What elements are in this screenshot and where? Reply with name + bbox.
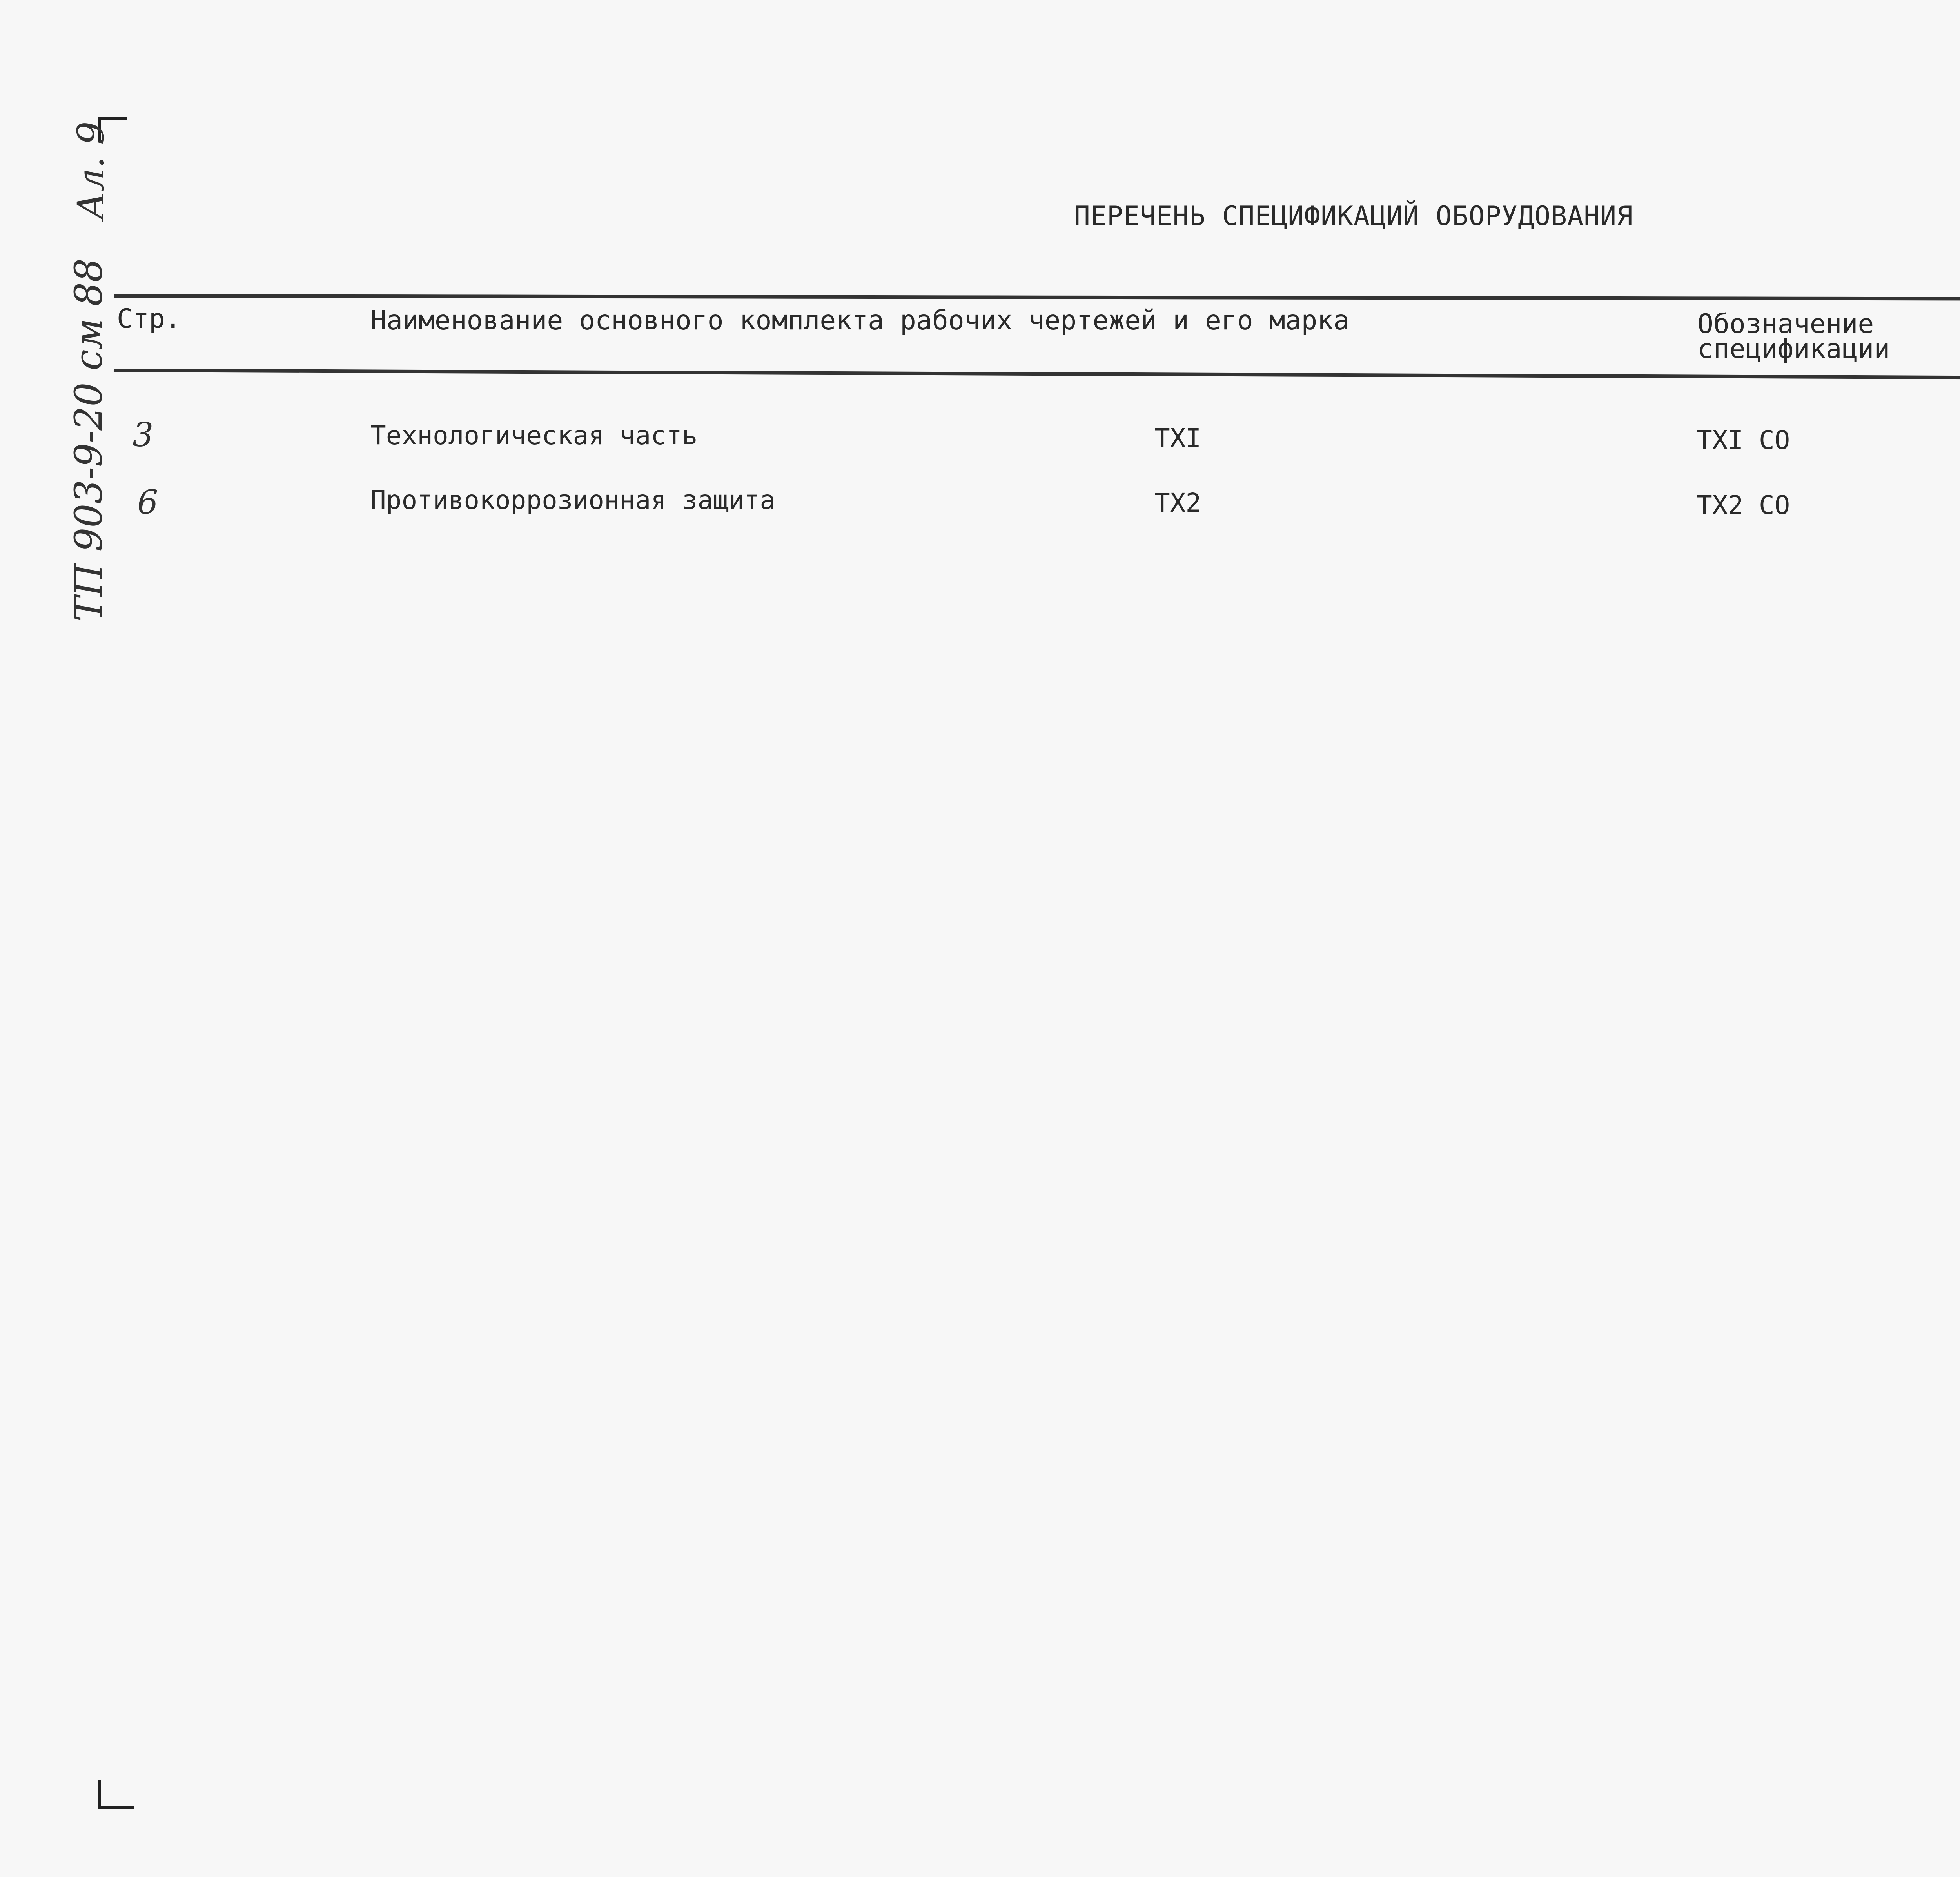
row-2-spec: ТХ2 СО bbox=[1697, 490, 1790, 520]
row-2-mark: ТХ2 bbox=[1154, 488, 1201, 518]
row-1-spec: ТХI СО bbox=[1697, 425, 1790, 455]
header-spec-line1: Обозначение bbox=[1697, 309, 1874, 340]
document-title: ПЕРЕЧЕНЬ СПЕЦИФИКАЦИЙ ОБОРУДОВАНИЯ bbox=[1074, 201, 1633, 232]
header-spec bbox=[1697, 309, 1890, 365]
header-page: Стр. bbox=[117, 303, 181, 334]
header-name: Наименование основного комплекта рабочих чертежей и его марка bbox=[370, 305, 1350, 336]
side-sheet-mark: Ал. 9 bbox=[70, 121, 113, 220]
row-2-name: Противокоррозионная защита bbox=[370, 485, 776, 515]
table-header-bottom-rule bbox=[114, 369, 1960, 382]
row-1-page: 3 bbox=[132, 416, 154, 454]
side-project-code: ТП 903-9-20 см 88 bbox=[67, 258, 111, 621]
header-spec-line2: спецификации bbox=[1697, 334, 1890, 365]
row-1-name: Технологическая часть bbox=[370, 420, 698, 451]
corner-mark-bottom-left bbox=[98, 1780, 134, 1809]
table-top-rule bbox=[114, 294, 1960, 302]
row-2-page: 6 bbox=[137, 483, 158, 521]
row-1-mark: ТХI bbox=[1154, 423, 1201, 453]
